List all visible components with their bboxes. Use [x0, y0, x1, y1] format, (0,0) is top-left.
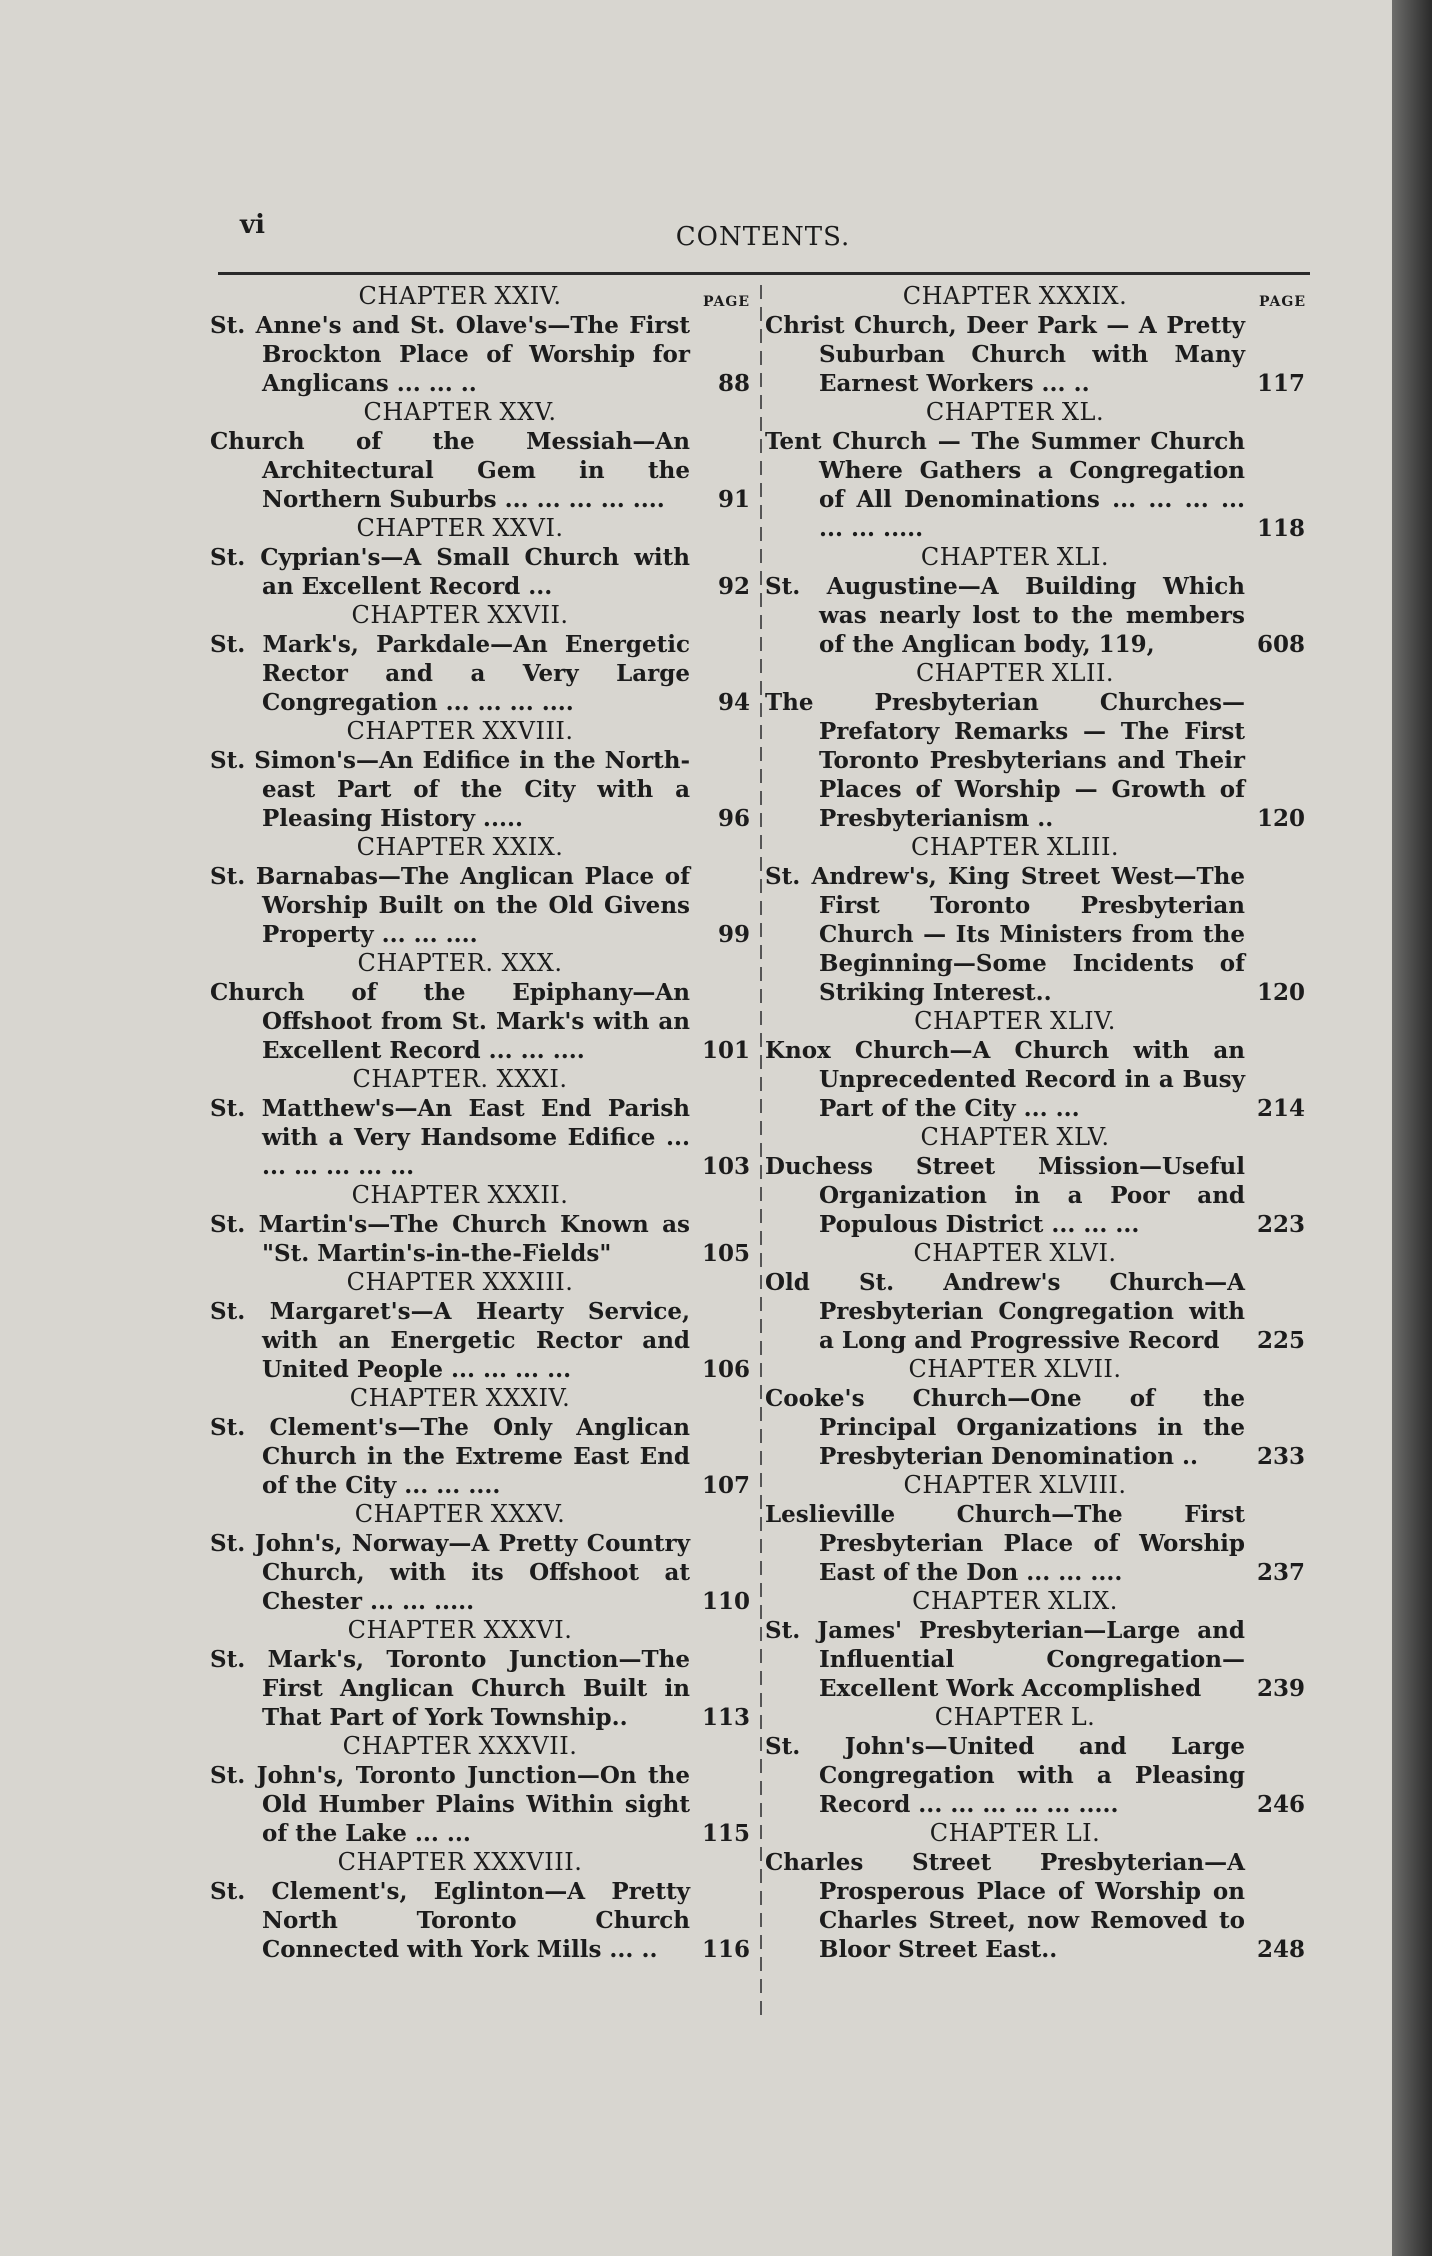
chapter-heading: CHAPTER. XXX.: [357, 949, 563, 977]
chapter-description: St. John's, Toronto Junction—On the Old Humber Plains Within sight of the Lake ... ...: [210, 1762, 690, 1847]
page-number: vi: [240, 210, 265, 240]
chapter-heading: CHAPTER XLV.: [920, 1123, 1110, 1151]
chapter-description: Tent Church — The Summer Church Where Gathers a Congregation of All Denominations ... ... ... ... ... ... .....: [765, 428, 1245, 542]
toc-entry: [210, 717, 750, 833]
chapter-description: St. Clement's—The Only Anglican Church in the Extreme East End of the City ... ... ....: [210, 1414, 690, 1499]
chapter-description: Duchess Street Mission—Useful Organization in a Poor and Populous District ... ... ...: [765, 1153, 1245, 1238]
chapter-description: St. James' Presbyterian—Large and Influential Congregation—Excellent Work Accomplished: [765, 1617, 1245, 1702]
chapter-description: St. Barnabas—The Anglican Place of Worship Built on the Old Givens Property ... ... ....: [210, 863, 690, 948]
toc-entry: [765, 659, 1305, 833]
chapter-description: St. Mark's, Toronto Junction—The First Anglican Church Built in That Part of York Township..: [210, 1646, 690, 1731]
chapter-heading: CHAPTER XXXIV.: [349, 1384, 571, 1412]
chapter-heading: CHAPTER XLIII.: [910, 833, 1120, 861]
chapter-page-number: 608: [1256, 631, 1305, 658]
page-column-label: PAGE: [703, 294, 750, 310]
chapter-heading: CHAPTER XXVI.: [356, 514, 564, 542]
chapter-description: St. Matthew's—An East End Parish with a Very Handsome Edifice ... ... ... ... ... ...: [210, 1095, 690, 1180]
chapter-heading: CHAPTER XLVIII.: [903, 1471, 1127, 1499]
chapter-description: St. Augustine—A Building Which was nearly lost to the members of the Anglican body, 119,: [765, 573, 1245, 658]
toc-entry: [210, 1500, 750, 1616]
toc-entry: [210, 1848, 750, 1964]
chapter-page-number: 94: [717, 689, 750, 716]
toc-entry: [210, 398, 750, 514]
chapter-page-number: 246: [1256, 1791, 1305, 1818]
chapter-heading: CHAPTER XLIX.: [912, 1587, 1118, 1615]
chapter-heading: CHAPTER XXXIX.: [902, 282, 1128, 310]
page-edge-shadow: [1392, 0, 1432, 2256]
chapter-page-number: 106: [701, 1356, 750, 1383]
chapter-page-number: 113: [701, 1704, 750, 1731]
chapter-heading: CHAPTER LI.: [929, 1819, 1101, 1847]
chapter-description: St. Simon's—An Edifice in the North-east Part of the City with a Pleasing History .....: [210, 747, 690, 832]
chapter-heading: CHAPTER XLVII.: [908, 1355, 1122, 1383]
chapter-page-number: 105: [701, 1240, 750, 1267]
chapter-description: St. Martin's—The Church Known as "St. Martin's-in-the-Fields": [210, 1211, 690, 1267]
page-title: CONTENTS.: [675, 222, 851, 252]
chapter-description: Church of the Messiah—An Architectural Gem in the Northern Suburbs ... ... ... ... ....: [210, 428, 690, 513]
chapter-page-number: 120: [1256, 979, 1305, 1006]
column-divider: [760, 285, 762, 2020]
chapter-description: Leslieville Church—The First Presbyterian Place of Worship East of the Don ... ... ....: [765, 1501, 1245, 1586]
chapter-page-number: 117: [1256, 370, 1305, 397]
chapter-heading: CHAPTER XXVIII.: [346, 717, 574, 745]
chapter-page-number: 96: [717, 805, 750, 832]
chapter-page-number: 110: [701, 1588, 750, 1615]
chapter-description: Cooke's Church—One of the Principal Organizations in the Presbyterian Denomination ..: [765, 1385, 1245, 1470]
chapter-heading: CHAPTER XXIV.: [358, 282, 562, 310]
chapter-heading: CHAPTER XLI.: [920, 543, 1110, 571]
toc-entry: [210, 1181, 750, 1268]
chapter-page-number: 91: [717, 486, 750, 513]
chapter-description: St. Andrew's, King Street West—The First Toronto Presbyterian Church — Its Ministers from the Beginning—Some Incidents of Striking Interest..: [765, 863, 1245, 1006]
chapter-page-number: 225: [1256, 1327, 1305, 1354]
toc-entry: [210, 949, 750, 1065]
toc-entry: [765, 543, 1305, 659]
chapter-description: Knox Church—A Church with an Unprecedented Record in a Busy Part of the City ... ...: [765, 1037, 1245, 1122]
chapter-description: Church of the Epiphany—An Offshoot from St. Mark's with an Excellent Record ... ... ....: [210, 979, 690, 1064]
chapter-page-number: 239: [1256, 1675, 1305, 1702]
chapter-page-number: 92: [717, 573, 750, 600]
toc-entry: [210, 514, 750, 601]
chapter-page-number: 237: [1256, 1559, 1305, 1586]
chapter-description: Christ Church, Deer Park — A Pretty Suburban Church with Many Earnest Workers ... ..: [765, 312, 1245, 397]
chapter-heading: CHAPTER. XXXI.: [352, 1065, 568, 1093]
toc-entry: [765, 833, 1305, 1007]
chapter-heading: CHAPTER XXVII.: [351, 601, 569, 629]
chapter-heading: CHAPTER XXV.: [363, 398, 557, 426]
toc-entry: [210, 601, 750, 717]
chapter-page-number: 214: [1256, 1095, 1305, 1122]
toc-entry: [210, 1268, 750, 1384]
chapter-description: St. Margaret's—A Hearty Service, with an Energetic Rector and United People ... ... ... ...: [210, 1298, 690, 1383]
page-column-label: PAGE: [1259, 294, 1306, 310]
toc-entry: [210, 1384, 750, 1500]
toc-entry: [765, 282, 1305, 398]
chapter-description: St. Mark's, Parkdale—An Energetic Rector and a Very Large Congregation ... ... ... ....: [210, 631, 690, 716]
chapter-heading: CHAPTER XLIV.: [914, 1007, 1116, 1035]
chapter-page-number: 118: [1256, 515, 1305, 542]
chapter-page-number: 120: [1256, 805, 1305, 832]
chapter-heading: CHAPTER XXIX.: [356, 833, 564, 861]
chapter-page-number: 233: [1256, 1443, 1305, 1470]
chapter-description: Charles Street Presbyterian—A Prosperous Place of Worship on Charles Street, now Removed to Bloor Street East..: [765, 1849, 1245, 1963]
chapter-description: Old St. Andrew's Church—A Presbyterian Congregation with a Long and Progressive Record: [765, 1269, 1245, 1354]
chapter-page-number: 103: [701, 1153, 750, 1180]
chapter-page-number: 107: [701, 1472, 750, 1499]
chapter-page-number: 101: [701, 1037, 750, 1064]
chapter-description: St. Cyprian's—A Small Church with an Excellent Record ...: [210, 544, 690, 600]
toc-entry: [765, 398, 1305, 543]
toc-entry: [765, 1355, 1305, 1471]
chapter-heading: CHAPTER XXXV.: [354, 1500, 566, 1528]
chapter-page-number: 223: [1256, 1211, 1305, 1238]
chapter-description: St. Clement's, Eglinton—A Pretty North Toronto Church Connected with York Mills ... ..: [210, 1878, 690, 1963]
toc-entry: [210, 1065, 750, 1181]
chapter-heading: CHAPTER XXXVI.: [347, 1616, 573, 1644]
page-header: [218, 210, 1308, 260]
chapter-page-number: 248: [1256, 1936, 1305, 1963]
toc-entry: [210, 1616, 750, 1732]
toc-entry: [765, 1819, 1305, 1964]
chapter-heading: CHAPTER XXXIII.: [346, 1268, 574, 1296]
chapter-heading: CHAPTER XXXVIII.: [337, 1848, 583, 1876]
chapter-heading: CHAPTER L.: [934, 1703, 1096, 1731]
left-column: [210, 282, 750, 1964]
chapter-page-number: 116: [701, 1936, 750, 1963]
toc-entry: [210, 833, 750, 949]
chapter-page-number: 115: [701, 1820, 750, 1847]
toc-entry: [765, 1703, 1305, 1819]
chapter-heading: CHAPTER XLII.: [915, 659, 1115, 687]
toc-entry: [210, 1732, 750, 1848]
chapter-description: St. Anne's and St. Olave's—The First Brockton Place of Worship for Anglicans ... ... ..: [210, 312, 690, 397]
chapter-description: St. John's—United and Large Congregation with a Pleasing Record ... ... ... ... ... .....: [765, 1733, 1245, 1818]
right-column: [765, 282, 1305, 1964]
toc-entry: [765, 1471, 1305, 1587]
toc-entry: [765, 1123, 1305, 1239]
chapter-description: The Presbyterian Churches—Prefatory Remarks — The First Toronto Presbyterians and Their Places of Worship — Growth of Presbyterianism ..: [765, 689, 1245, 832]
toc-entry: [765, 1587, 1305, 1703]
chapter-page-number: 88: [717, 370, 750, 397]
toc-entry: [210, 282, 750, 398]
chapter-page-number: 99: [717, 921, 750, 948]
toc-entry: [765, 1239, 1305, 1355]
chapter-heading: CHAPTER XXXII.: [351, 1181, 569, 1209]
chapter-description: St. John's, Norway—A Pretty Country Church, with its Offshoot at Chester ... ... .....: [210, 1530, 690, 1615]
toc-entry: [765, 1007, 1305, 1123]
chapter-heading: CHAPTER XXXVII.: [342, 1732, 578, 1760]
header-rule: [218, 272, 1310, 275]
chapter-heading: CHAPTER XLVI.: [913, 1239, 1117, 1267]
chapter-heading: CHAPTER XL.: [925, 398, 1105, 426]
